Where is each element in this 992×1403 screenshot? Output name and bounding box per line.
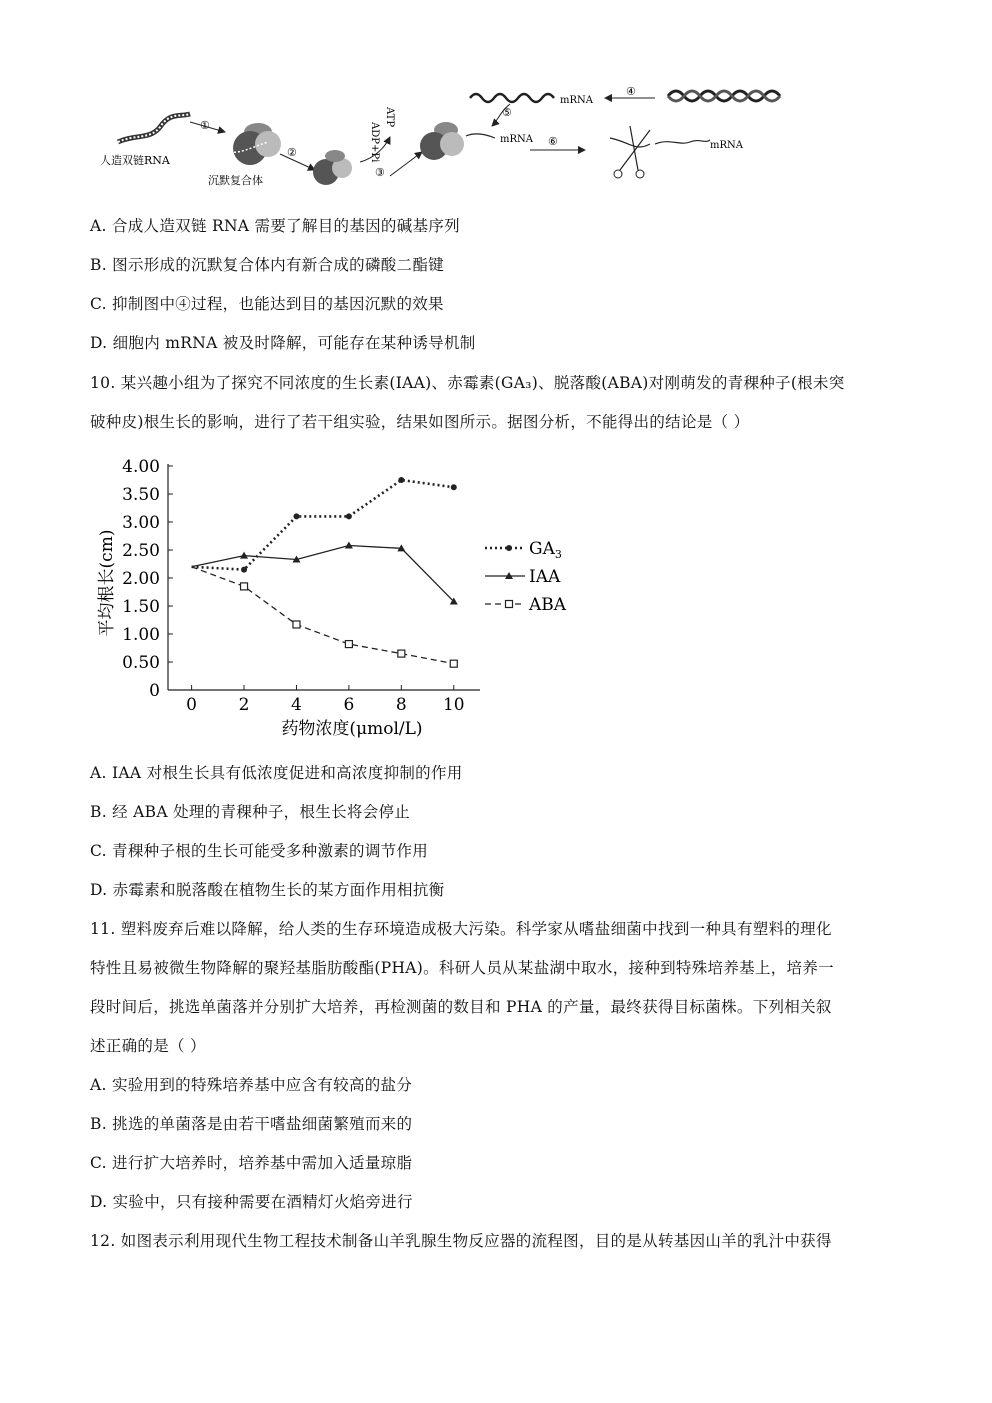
legend-marker-aba <box>506 601 513 608</box>
chart-series-line-aba <box>192 567 454 664</box>
mrna-right-label: mRNA <box>710 140 743 151</box>
q9-option-c: C. 抑制图中④过程，也能达到目的基因沉默的效果 <box>90 295 444 313</box>
step-6-label: ⑥ <box>548 135 558 148</box>
scissors-icon <box>610 126 710 178</box>
chart-series-line-ga <box>192 480 454 570</box>
chart-y-tick-label: 0 <box>149 681 160 701</box>
chart-x-tick-label: 0 <box>186 695 198 715</box>
chart-y-tick-label: 1.00 <box>122 625 160 645</box>
chart-point-ga <box>398 477 404 483</box>
q10-option-c: C. 青稞种子根的生长可能受多种激素的调节作用 <box>90 842 429 860</box>
q10-stem-line1: 10. 某兴趣小组为了探究不同浓度的生长素(IAA)、赤霉素(GA₃)、脱落酸(ABA)对刚萌发的青稞种子(根未突 <box>90 374 845 392</box>
chart-series-line-iaa <box>192 546 454 602</box>
chart-y-axis-label: 平均根长(cm) <box>97 529 117 637</box>
step-1-label: ① <box>200 119 210 132</box>
q11-option-a: A. 实验用到的特殊培养基中应含有较高的盐分 <box>90 1076 413 1094</box>
step-3-label: ③ <box>375 166 385 179</box>
chart-point-aba <box>345 641 352 648</box>
step-4-label: ④ <box>626 85 636 98</box>
legend-label-subscript: 3 <box>554 548 562 561</box>
chart-point-ga <box>241 567 247 573</box>
chart-y-tick-label: 0.50 <box>122 653 160 673</box>
chart-point-iaa <box>240 552 248 559</box>
legend-label-iaa: IAA <box>529 567 561 587</box>
chart-x-axis-label: 药物浓度(μmol/L) <box>281 719 423 739</box>
chart-x-tick-label: 4 <box>291 695 302 715</box>
q10-option-b: B. 经 ABA 处理的青稞种子，根生长将会停止 <box>90 803 411 821</box>
chart-point-aba <box>293 621 300 628</box>
chart-x-tick-label: 8 <box>395 695 407 715</box>
q11-option-b: B. 挑选的单菌落是由若干嗜盐细菌繁殖而来的 <box>90 1115 413 1133</box>
q10-stem-line2: 破种皮)根生长的影响，进行了若干组实验，结果如图所示。据图分析，不能得出的结论是（ ） <box>90 413 750 431</box>
chart-point-aba <box>450 660 457 667</box>
q11-stem-line1: 11. 塑料废弃后难以降解，给人类的生存环境造成极大污染。科学家从嗜盐细菌中找到一种具有塑料的理化 <box>90 920 832 938</box>
silencing-complex-small-icon <box>313 150 352 185</box>
chart-y-tick-label: 2.50 <box>122 541 160 561</box>
complex-label: 沉默复合体 <box>208 174 263 187</box>
chart-y-tick-label: 3.00 <box>122 513 160 533</box>
atp-label: ATP <box>384 107 395 128</box>
mrna-mid-label: mRNA <box>500 134 533 145</box>
q9-option-a: A. 合成人造双链 RNA 需要了解目的基因的碱基序列 <box>90 217 460 235</box>
silencing-complex-active-icon <box>420 122 495 160</box>
chart-y-tick-label: 2.00 <box>122 569 160 589</box>
mrna-top-label: mRNA <box>560 95 593 106</box>
q11-stem-line2: 特性且易被微生物降解的聚羟基脂肪酸酯(PHA)。科研人员从某盐湖中取水，接种到特殊培养基上，培养一 <box>90 959 834 977</box>
legend-label-aba: ABA <box>529 595 567 615</box>
dna-helix-icon <box>668 91 780 101</box>
chart-point-aba <box>398 650 405 657</box>
chart-y-tick-label: 4.00 <box>122 457 160 477</box>
step-2-label: ② <box>287 146 297 159</box>
q11-stem-line3: 段时间后，挑选单菌落并分别扩大培养，再检测菌的数目和 PHA 的产量，最终获得目标菌株。下列相关叙 <box>90 998 832 1016</box>
chart-point-ga <box>346 513 352 519</box>
silencing-complex-icon <box>230 123 281 165</box>
chart-point-aba <box>241 583 248 590</box>
q9-option-d: D. 细胞内 mRNA 被及时降解，可能存在某种诱导机制 <box>90 334 476 352</box>
root-length-chart <box>90 452 610 752</box>
chart-y-tick-label: 1.50 <box>122 597 160 617</box>
dsrna-label: 人造双链RNA <box>100 154 170 167</box>
q10-option-d: D. 赤霉素和脱落酸在植物生长的某方面作用相抗衡 <box>90 881 445 899</box>
legend-label-ga: $GA_3$ <box>529 539 562 561</box>
step-5-label: ⑤ <box>502 106 512 119</box>
chart-point-ga <box>451 484 457 490</box>
q9-option-b: B. 图示形成的沉默复合体内有新合成的磷酸二酯键 <box>90 256 444 274</box>
dsrna-icon <box>118 114 190 142</box>
chart-x-tick-label: 10 <box>442 695 465 715</box>
chart-point-ga <box>293 513 299 519</box>
chart-x-tick-label: 6 <box>343 695 355 715</box>
q11-option-c: C. 进行扩大培养时，培养基中需加入适量琼脂 <box>90 1154 413 1172</box>
mrna-wave-icon <box>470 94 554 102</box>
q11-stem-line4: 述正确的是（ ） <box>90 1037 206 1055</box>
rnai-diagram <box>90 82 790 192</box>
legend-marker-ga <box>506 545 512 551</box>
q11-option-d: D. 实验中，只有接种需要在酒精灯火焰旁进行 <box>90 1193 413 1211</box>
chart-x-tick-label: 2 <box>238 695 250 715</box>
chart-y-tick-label: 3.50 <box>122 485 160 505</box>
q12-stem-line1: 12. 如图表示利用现代生物工程技术制备山羊乳腺生物反应器的流程图，目的是从转基因山羊的乳汁中获得 <box>90 1232 832 1250</box>
q10-option-a: A. IAA 对根生长具有低浓度促进和高浓度抑制的作用 <box>90 764 463 782</box>
adp-label: ADP+Pi <box>369 122 380 163</box>
